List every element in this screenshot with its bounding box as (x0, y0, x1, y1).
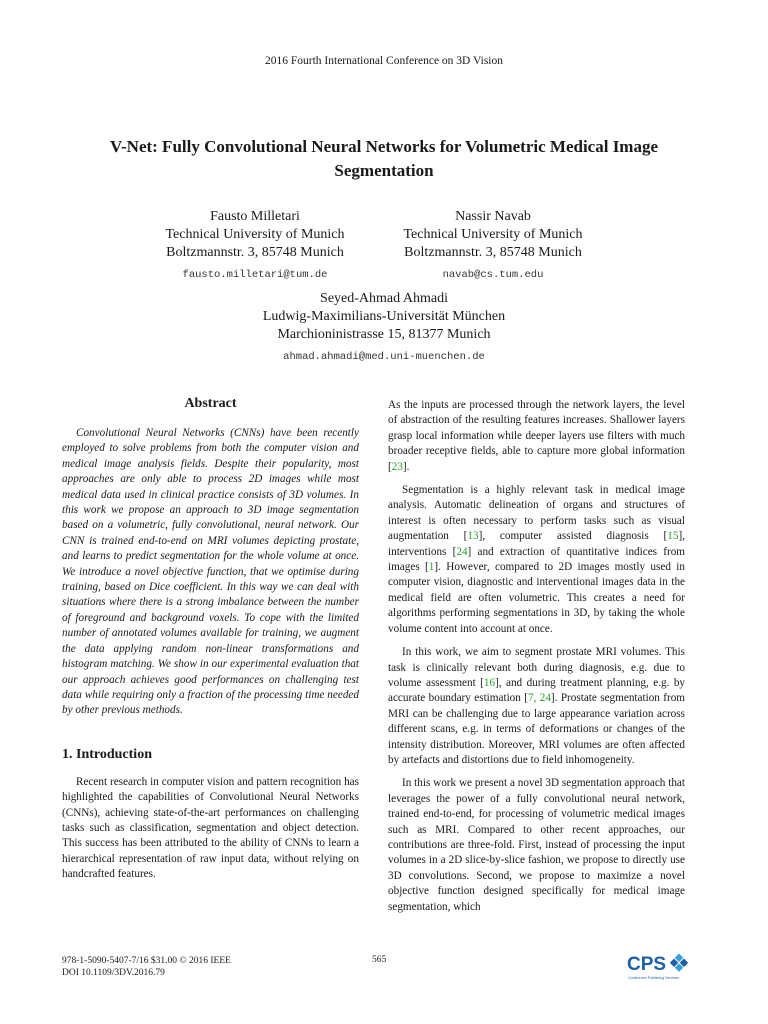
author-name: Seyed-Ahmad Ahmadi (320, 291, 448, 306)
author-2 (378, 208, 608, 284)
introduction-paragraph: Recent research in computer vision and pattern recognition has highlighted the capabilities of Convolutional Neural Networks (CNNs), achieving state-of-the-art performances on challenging tasks such as classification, segmentation and object detection. This success has been attributed to the ability of CNNs to learn a hierarchical representation of raw input data, without relying on handcrafted features. (62, 775, 359, 881)
author-1 (140, 208, 370, 284)
paragraph-segmentation: Segmentation is a highly relevant task in medical image analysis. Automatic delineation of organs and structures of interest is often necessary to perform tasks such as visual augmentation [13], computer assisted diagnosis [15], interventions [24] and extraction of quantitative indices from images [1]. However, compared to 2D images mostly used in computer vision, diagnostic and interventional images data in the medical field are often volumetric. This creates a need for algorithms performing segmentations in 3D, by taking the whole volume content into account at once. (388, 484, 685, 635)
author-email[interactable]: fausto.milletari@tum.de (182, 269, 328, 281)
citation-link[interactable]: 23 (391, 460, 403, 473)
citation-link[interactable]: 7, 24 (527, 692, 551, 705)
paragraph-contributions: In this work we present a novel 3D segmentation approach that leverages the power of a fully convolutional neural network, trained end-to-end, for processing of volumetric medical images such as MRI. Compared to other recent approaches, our contributions are three-fold. First, instead of processing the input volumes in a 2D slice-by-slice fashion, we propose to directly use 3D convolutions. Second, we propose to maximize a novel objective function designed specifically for medical image segmentation, which (388, 777, 685, 913)
paper-title: V-Net: Fully Convolutional Neural Networks for Volumetric Medical Image Segmentation (109, 137, 659, 180)
citation-link[interactable]: 16 (483, 676, 496, 689)
citation-link[interactable]: 1 (428, 561, 435, 574)
citation-link[interactable]: 15 (667, 530, 679, 543)
author-3 (180, 290, 588, 366)
abstract-heading: Abstract (184, 396, 237, 411)
author-address: Boltzmannstr. 3, 85748 Munich (166, 245, 344, 260)
paragraph-prostate: In this work, we aim to segment prostate MRI volumes. This task is clinically relevant both during diagnosis, e.g. due to volume assessment [16], and during treatment planning, e.g. by accurate boundary estimation [7, 24]. Prostate segmentation from MRI can be challenging due to large appearance variation across different scans, e.g. in terms of deformations or changes of the intensity distribution. Moreover, MRI volumes are often affected by artefacts and distortions due to field inhomogeneity. (388, 646, 686, 766)
author-affiliation: Technical University of Munich (403, 227, 583, 242)
paragraph-abstraction: As the inputs are processed through the network layers, the level of abstraction of the resulting features increases. Shallower layers grasp local information while deeper layers use filters with much broader receptive fields, able to capture more global information [23]. (388, 399, 685, 473)
page-number: 565 (372, 955, 387, 965)
logo-subtext: Conference Publishing Services (628, 976, 679, 980)
author-email[interactable]: ahmad.ahmadi@med.uni-muenchen.de (283, 351, 485, 363)
author-affiliation: Ludwig-Maximilians-Universität München (262, 309, 506, 324)
introduction-heading: 1. Introduction (62, 746, 152, 762)
author-name: Nassir Navab (455, 209, 531, 224)
citation-link[interactable]: 24 (456, 545, 468, 558)
footer-doi: DOI 10.1109/3DV.2016.79 (62, 968, 165, 978)
cps-logo (625, 948, 693, 982)
author-name: Fausto Milletari (210, 209, 300, 224)
footer-isbn: 978-1-5090-5407-7/16 $31.00 © 2016 IEEE (62, 956, 231, 966)
citation-link[interactable]: 13 (467, 530, 479, 543)
author-address: Marchioninistrasse 15, 81377 Munich (277, 327, 491, 342)
left-column (62, 396, 359, 883)
author-email[interactable]: navab@cs.tum.edu (442, 269, 544, 281)
right-column (388, 398, 685, 915)
abstract-text: Convolutional Neural Networks (CNNs) have been recently employed to solve problems from both the computer vision and medical image analysis fields. Despite their popularity, most approaches are only able to process 2D images while most medical data used in clinical practice consists of 3D volumes. In this work we propose an approach to 3D image segmentation based on a volumetric, fully convolutional, neural network. Our CNN is trained end-to-end on MRI volumes depicting prostate, and learns to predict segmentation for the whole volume at once. We introduce a novel objective function, that we optimise during training, based on Dice coefficient. In this way we can deal with situations where there is a strong imbalance between the number of foreground and background voxels. To cope with the limited number of annotated volumes available for training, we augment the data applying random non-linear transformations and histogram matching. We show in our experimental evaluation that our approach achieves good performances on challenging test data while requiring only a fraction of the processing time needed by other previous methods. (62, 427, 359, 717)
author-affiliation: Technical University of Munich (165, 227, 345, 242)
author-address: Boltzmannstr. 3, 85748 Munich (404, 245, 582, 260)
logo-text: CPS (627, 954, 667, 975)
footer-left (62, 955, 231, 979)
conference-header: 2016 Fourth International Conference on 3D Vision (265, 55, 503, 67)
